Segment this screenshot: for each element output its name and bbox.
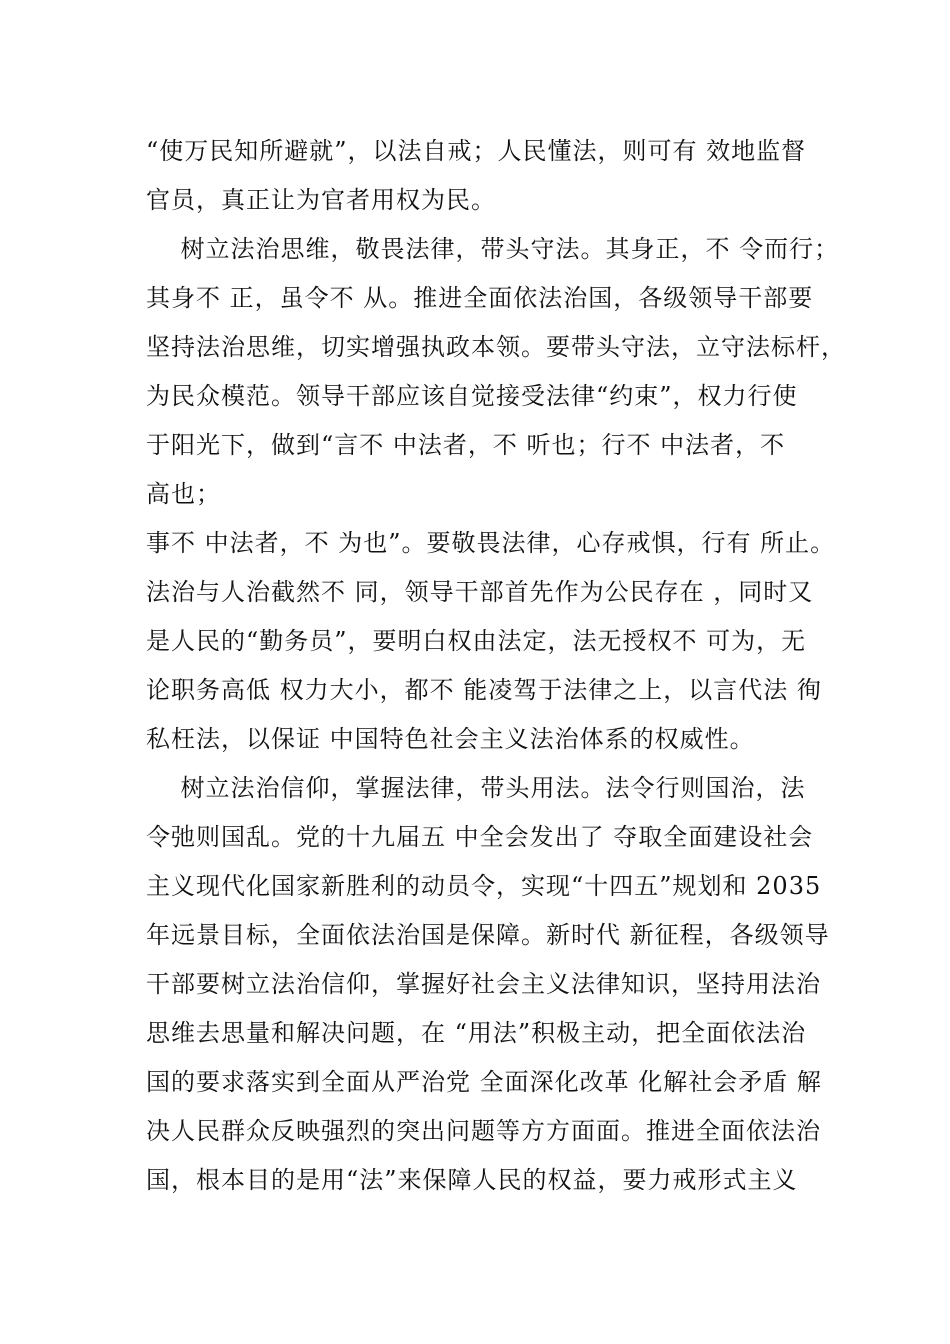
text-line: 为民众模范。领导干部应该自觉接受法律“约束”，权力行使 [146,382,798,410]
text-line: 官员，真正让为官者用权为民。 [146,186,496,214]
text-line: 树立法治信仰，掌握法律，带头用法。法令行则国治，法 [146,774,806,802]
text-line: 是人民的“勤务员”，要明白权由法定，法无授权不 可为，无 [146,627,807,655]
text-line: 于阳光下，做到“言不 中法者，不 听也；行不 中法者，不 [146,431,786,459]
text-line: 法治与人治截然不 同，领导干部首先作为公民存在 ，同时又 [146,578,814,606]
text-line: 树立法治思维，敬畏法律，带头守法。其身正，不 令而行； [146,235,840,263]
text-line: 干部要树立法治信仰，掌握好社会主义法律知识，坚持用法治 [146,970,821,998]
document-body [146,127,846,1205]
text-line: 其身不 正，虽令不 从。推进全面依法治国，各级领导干部要 [146,284,814,312]
text-line: 主义现代化国家新胜利的动员令，实现“十四五”规划和 2035 [146,872,822,900]
text-line: 国的要求落实到全面从严治党 全面深化改革 化解社会矛盾 解 [146,1068,822,1096]
text-line: 思维去思量和解决问题，在 “用法”积极主动，把全面依法治 [146,1019,807,1047]
text-line: 年远景目标，全面依法治国是保障。新时代 新征程，各级领导 [146,921,830,949]
text-line: 坚持法治思维，切实增强执政本领。要带头守法，立守法标杆， [146,333,846,361]
text-line: 私枉法，以保证 中国特色社会主义法治体系的权威性。 [146,725,755,753]
text-line: 国，根本目的是用“法”来保障人民的权益，要力戒形式主义 [146,1166,798,1194]
text-line: “使万民知所避就”，以法自戒；人民懂法，则可有 效地监督 [146,137,807,165]
text-line: 论职务高低 权力大小，都不 能凌驾于法律之上，以言代法 徇 [146,676,822,704]
text-line: 高也； [146,480,221,508]
text-line: 决人民群众反映强烈的突出问题等方方面面。推进全面依法治 [146,1117,821,1145]
text-line: 事不 中法者，不 为也”。要敬畏法律，心存戒惧，行有 所止。 [146,529,836,557]
text-line: 令弛则国乱。党的十九届五 中全会发出了 夺取全面建设社会 [146,823,814,851]
